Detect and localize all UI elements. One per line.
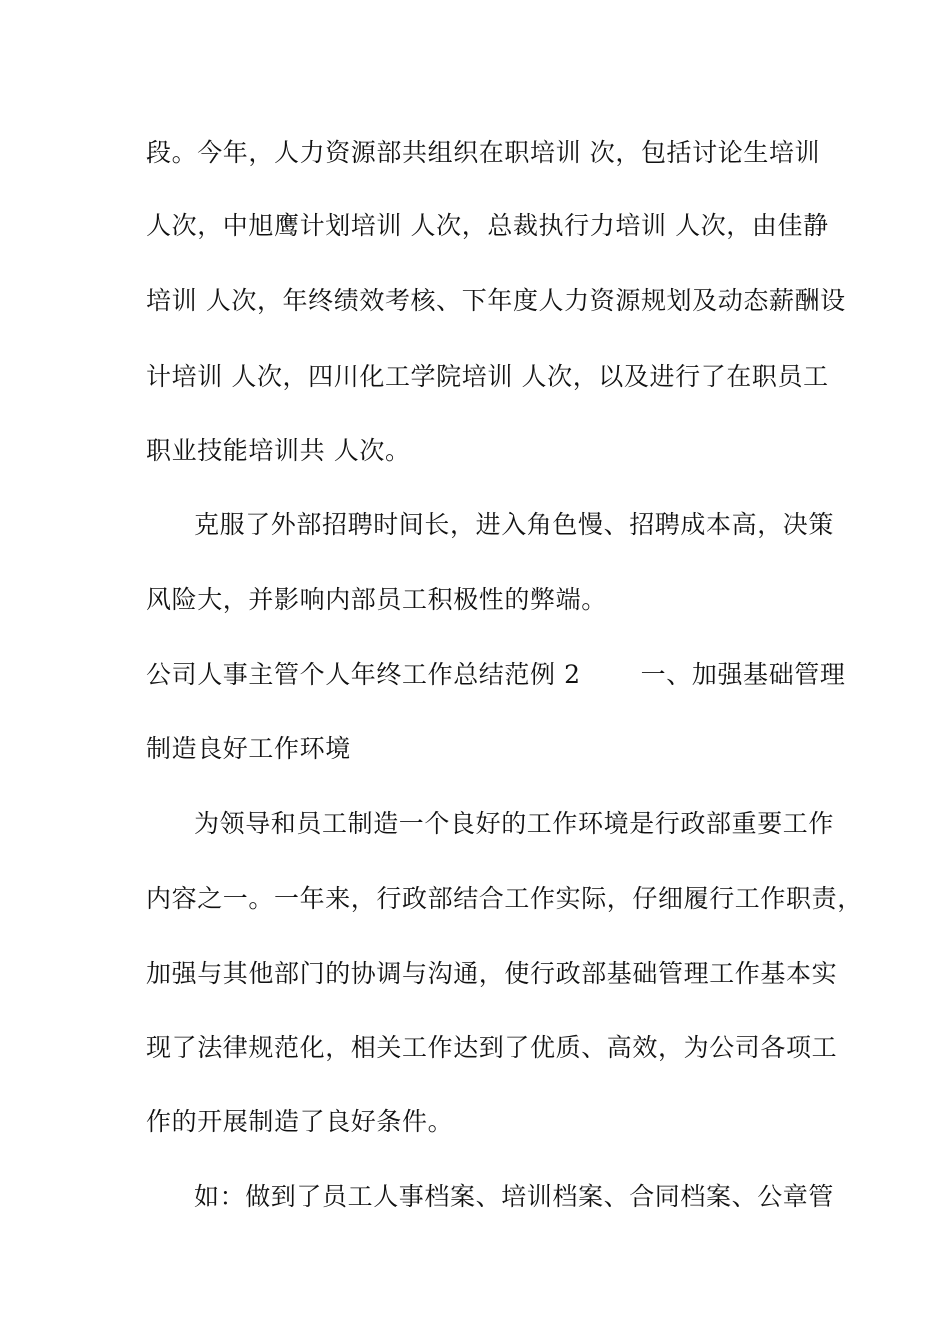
body-line-4: 现了法律规范化，相关工作达到了优质、高效，为公司各项工: [146, 1033, 838, 1062]
section-heading: [146, 660, 845, 690]
subsection-title: 一、加强基础管理: [640, 660, 846, 689]
text-line-3: 培训 人次，年终绩效考核、下年度人力资源规划及动态薪酬设: [146, 286, 846, 315]
body-line-1: 为领导和员工制造一个良好的工作环境是行政部重要工作: [194, 809, 835, 838]
body-line-6: 如：做到了员工人事档案、培训档案、合同档案、公章管: [194, 1182, 835, 1211]
paragraph-line-1: 克服了外部招聘时间长，进入角色慢、招聘成本高，决策: [194, 510, 835, 539]
body-line-2: 内容之一。一年来，行政部结合工作实际，仔细履行工作职责，: [146, 884, 863, 913]
text-line-4: 计培训 人次，四川化工学院培训 人次，以及进行了在职员工: [146, 362, 829, 391]
section-title: 公司人事主管个人年终工作总结范例 2: [146, 660, 581, 689]
subsection-title-cont: 制造良好工作环境: [146, 734, 351, 763]
text-line-2: 人次，中旭鹰计划培训 人次，总裁执行力培训 人次，由佳静: [146, 211, 829, 240]
text-line-5: 职业技能培训共 人次。: [146, 436, 411, 465]
text-line-1: 段。今年，人力资源部共组织在职培训 次，包括讨论生培训: [146, 138, 821, 167]
body-line-5: 作的开展制造了良好条件。: [146, 1107, 454, 1136]
paragraph-line-2: 风险大，并影响内部员工积极性的弊端。: [146, 585, 607, 614]
body-line-3: 加强与其他部门的协调与沟通，使行政部基础管理工作基本实: [146, 959, 838, 988]
